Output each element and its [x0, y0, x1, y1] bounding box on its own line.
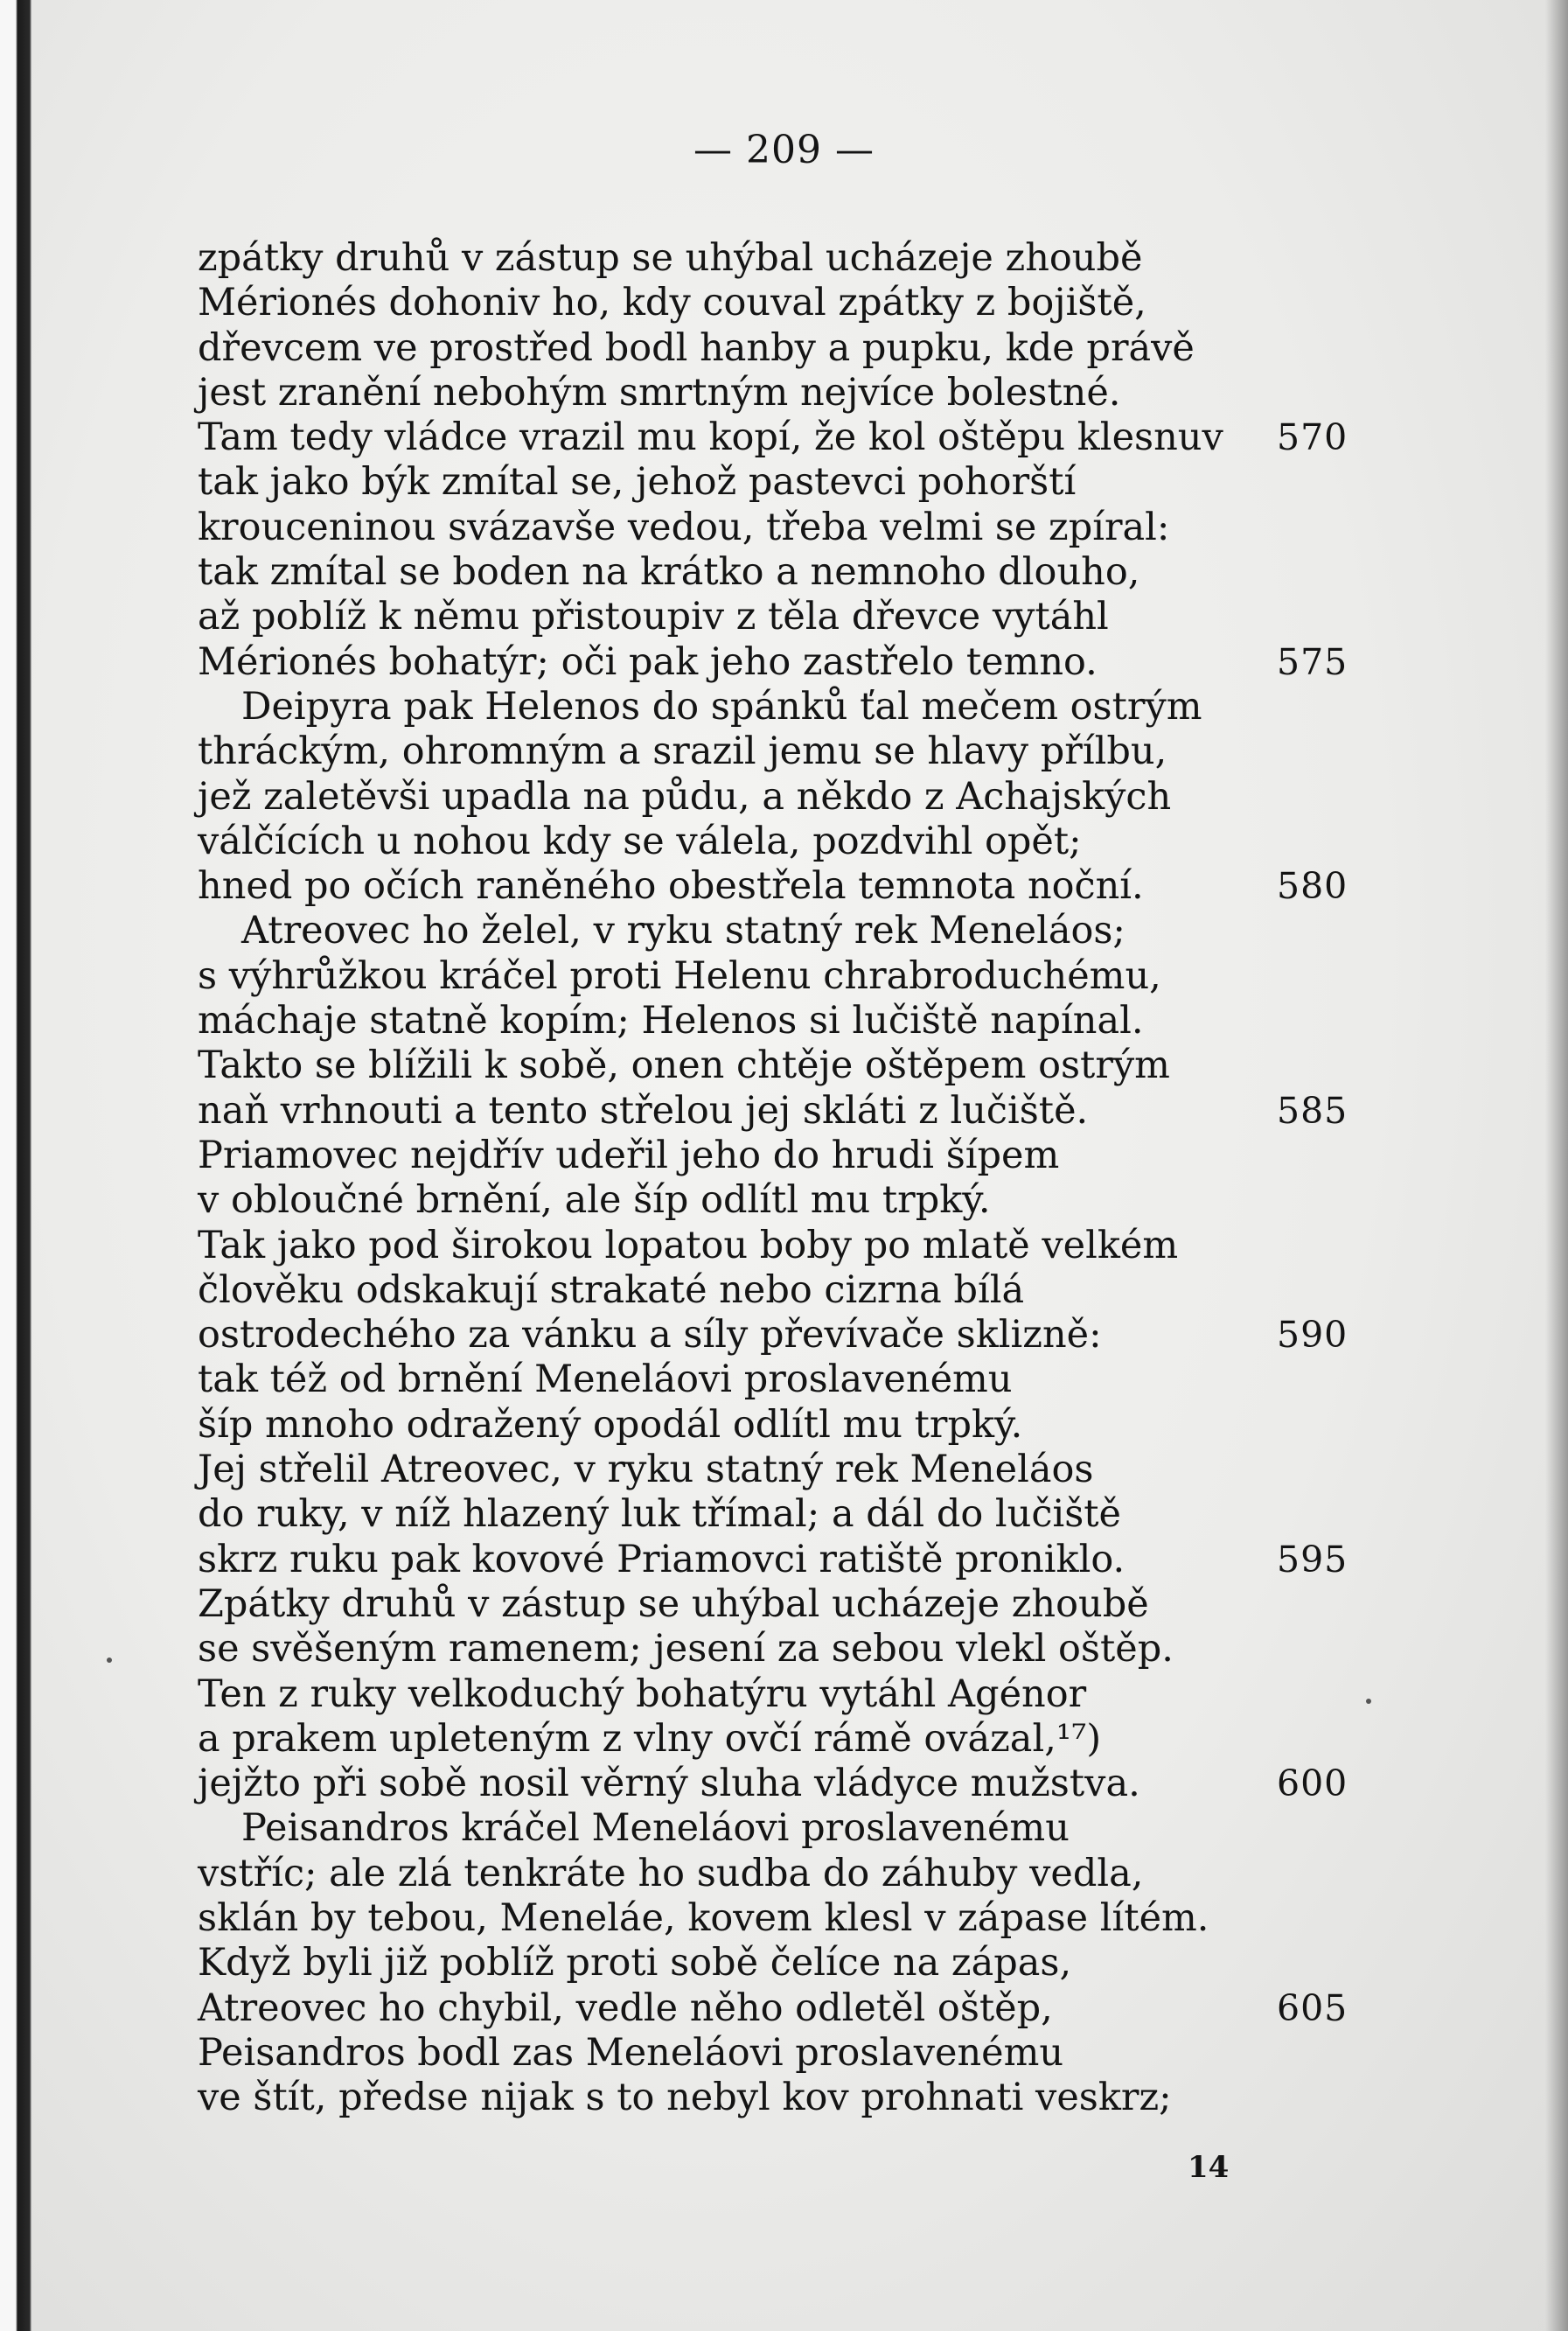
verse-text: Jej střelil Atreovec, v ryku statný rek Meneláos — [198, 1448, 1094, 1492]
verse-text: skrz ruku pak kovové Priamovci ratiště proniklo. — [198, 1537, 1125, 1581]
line-number: 570 — [1277, 416, 1348, 459]
verse-text: dřevcem ve prostřed bodl hanby a pupku, kde právě — [198, 325, 1195, 370]
verse-text: až poblíž k němu přistoupiv z těla dřevce vytáhl — [198, 595, 1109, 639]
verse-text: ostrodechého za vánku a síly převívače sklizně: — [198, 1313, 1102, 1357]
line-number: 575 — [1277, 640, 1348, 683]
verse-line — [198, 685, 1369, 729]
paper-speck — [107, 1658, 112, 1663]
page-edge-shadow — [1545, 0, 1568, 2331]
verse-text: Mérionés dohoniv ho, kdy couval zpátky z bojiště, — [198, 281, 1146, 325]
verse-line — [198, 415, 1369, 460]
book-spine — [0, 0, 31, 2331]
verse-line — [198, 1178, 1369, 1223]
verse-text: vstříc; ale zlá tenkráte ho sudba do záhuby vedla, — [198, 1851, 1144, 1895]
verse-line — [198, 2076, 1369, 2120]
verse-line — [198, 326, 1369, 371]
verse-line — [198, 1672, 1369, 1717]
verse-line — [198, 640, 1369, 685]
verse-text: v obloučné brnění, ale šíp odlítl mu trpký. — [198, 1178, 991, 1223]
line-number: 595 — [1277, 1538, 1348, 1581]
verse-line — [198, 1986, 1369, 2031]
verse-line — [198, 1448, 1369, 1492]
verse-text: jež zaletěvši upadla na půdu, a někdo z Achajských — [198, 774, 1172, 819]
verse-line — [198, 1313, 1369, 1357]
verse-line — [198, 550, 1369, 595]
verse-line — [198, 909, 1369, 953]
verse-line — [198, 1268, 1369, 1313]
verse-line — [198, 1357, 1369, 1402]
verse-text: hned po očích raněného obestřela temnota noční. — [198, 864, 1144, 909]
verse-text: a prakem upleteným z vlny ovčí rámě ovázal,¹⁷) — [198, 1716, 1102, 1761]
verse-text: šíp mnoho odražený opodál odlítl mu trpký. — [198, 1402, 1023, 1447]
verse-text: Priamovec nejdřív udeřil jeho do hrudi šípem — [198, 1133, 1060, 1177]
verse-line — [198, 1538, 1369, 1582]
verse-text: naň vrhnouti a tento střelou jej skláti z lučiště. — [198, 1088, 1089, 1133]
printer-signature: 14 — [1188, 2150, 1230, 2185]
verse-text: do ruky, v níž hlazený luk třímal; a dál do lučiště — [198, 1492, 1121, 1537]
verse-text: Tak jako pod širokou lopatou boby po mlatě velkém — [198, 1223, 1179, 1267]
verse-line — [198, 1089, 1369, 1134]
verse-line — [198, 1627, 1369, 1671]
verse-text: zpátky druhů v zástup se uhýbal ucházeje zhoubě — [198, 236, 1143, 280]
verse-text: tak též od brnění Meneláovi proslavenému — [198, 1357, 1013, 1402]
verse-text: Když byli již poblíž proti sobě čelíce na zápas, — [198, 1941, 1072, 1986]
verse-line — [198, 1852, 1369, 1896]
verse-text: Mérionés bohatýr; oči pak jeho zastřelo temno. — [198, 639, 1098, 684]
verse-text: Peisandros kráčel Meneláovi proslavenému — [241, 1806, 1070, 1851]
verse-text: se svěšeným ramenem; jesení za sebou vlekl oštěp. — [198, 1627, 1174, 1671]
page-header: — 209 — — [693, 128, 875, 172]
line-number: 605 — [1277, 1986, 1348, 2029]
verse-line — [198, 1403, 1369, 1448]
verse-line — [198, 371, 1369, 415]
verse-line — [198, 1896, 1369, 1941]
verse-line — [198, 2031, 1369, 2076]
verse-text: válčících u nohou kdy se válela, pozdvihl opět; — [198, 819, 1082, 863]
verse-text: jejžto při sobě nosil věrný sluha vládyce mužstva. — [198, 1762, 1140, 1806]
verse-line — [198, 864, 1369, 909]
verse-text: Ten z ruky velkoduchý bohatýru vytáhl Agénor — [198, 1671, 1087, 1716]
verse-line — [198, 460, 1369, 505]
verse-line — [198, 236, 1369, 281]
verse-text: Peisandros bodl zas Meneláovi proslavenému — [198, 2030, 1064, 2075]
verse-text: sklán by tebou, Meneláe, kovem klesl v zápase lítém. — [198, 1895, 1209, 1940]
verse-line — [198, 729, 1369, 774]
verse-line — [198, 820, 1369, 864]
verse-text: Zpátky druhů v zástup se uhýbal ucházeje zhoubě — [198, 1581, 1149, 1626]
verse-line — [198, 999, 1369, 1043]
verse-line — [198, 954, 1369, 999]
verse-line — [198, 1224, 1369, 1268]
verse-line — [198, 1806, 1369, 1851]
verse-line — [198, 1941, 1369, 1986]
verse-text: Tam tedy vládce vrazil mu kopí, že kol oštěpu klesnuv — [198, 415, 1223, 460]
verse-text: thráckým, ohromným a srazil jemu se hlavy přílbu, — [198, 729, 1167, 774]
verse-text: krouceninou svázavše vedou, třeba velmi se zpíral: — [198, 505, 1170, 549]
verse-line — [198, 1492, 1369, 1537]
verse-text: máchaje statně kopím; Helenos si lučiště napínal. — [198, 999, 1144, 1043]
verse-text: tak jako býk zmítal se, jehož pastevci pohorští — [198, 460, 1077, 505]
verse-line — [198, 595, 1369, 639]
verse-line — [198, 1043, 1369, 1088]
verse-text: jest zranění nebohým smrtným nejvíce bolestné. — [198, 370, 1121, 415]
verse-line — [198, 506, 1369, 550]
verse-text: Takto se blížili k sobě, onen chtěje oštěpem ostrým — [198, 1043, 1170, 1088]
verse-line — [198, 1134, 1369, 1178]
line-number: 585 — [1277, 1089, 1348, 1132]
verse-line — [198, 1582, 1369, 1627]
verse-text: tak zmítal se boden na krátko a nemnoho dlouho, — [198, 550, 1140, 595]
verse-text: ve štít, předse nijak s to nebyl kov prohnati veskrz; — [198, 2076, 1172, 2120]
verse-line — [198, 775, 1369, 820]
verse-line — [198, 1762, 1369, 1806]
verse-line — [198, 281, 1369, 325]
verse-line — [198, 1717, 1369, 1762]
verse-text: Deipyra pak Helenos do spánků ťal mečem ostrým — [241, 684, 1202, 729]
verse-text: s výhrůžkou kráčel proti Helenu chrabroduchému, — [198, 953, 1161, 998]
line-number: 590 — [1277, 1314, 1348, 1357]
verse-text: Atreovec ho chybil, vedle něho odletěl oštěp, — [198, 1986, 1053, 2030]
verse-text: Atreovec ho želel, v ryku statný rek Meneláos; — [241, 909, 1125, 953]
line-number: 600 — [1277, 1762, 1348, 1805]
line-number: 580 — [1277, 865, 1348, 908]
verse-text-block — [198, 236, 1369, 2120]
verse-text: člověku odskakují strakaté nebo cizrna bílá — [198, 1267, 1025, 1312]
